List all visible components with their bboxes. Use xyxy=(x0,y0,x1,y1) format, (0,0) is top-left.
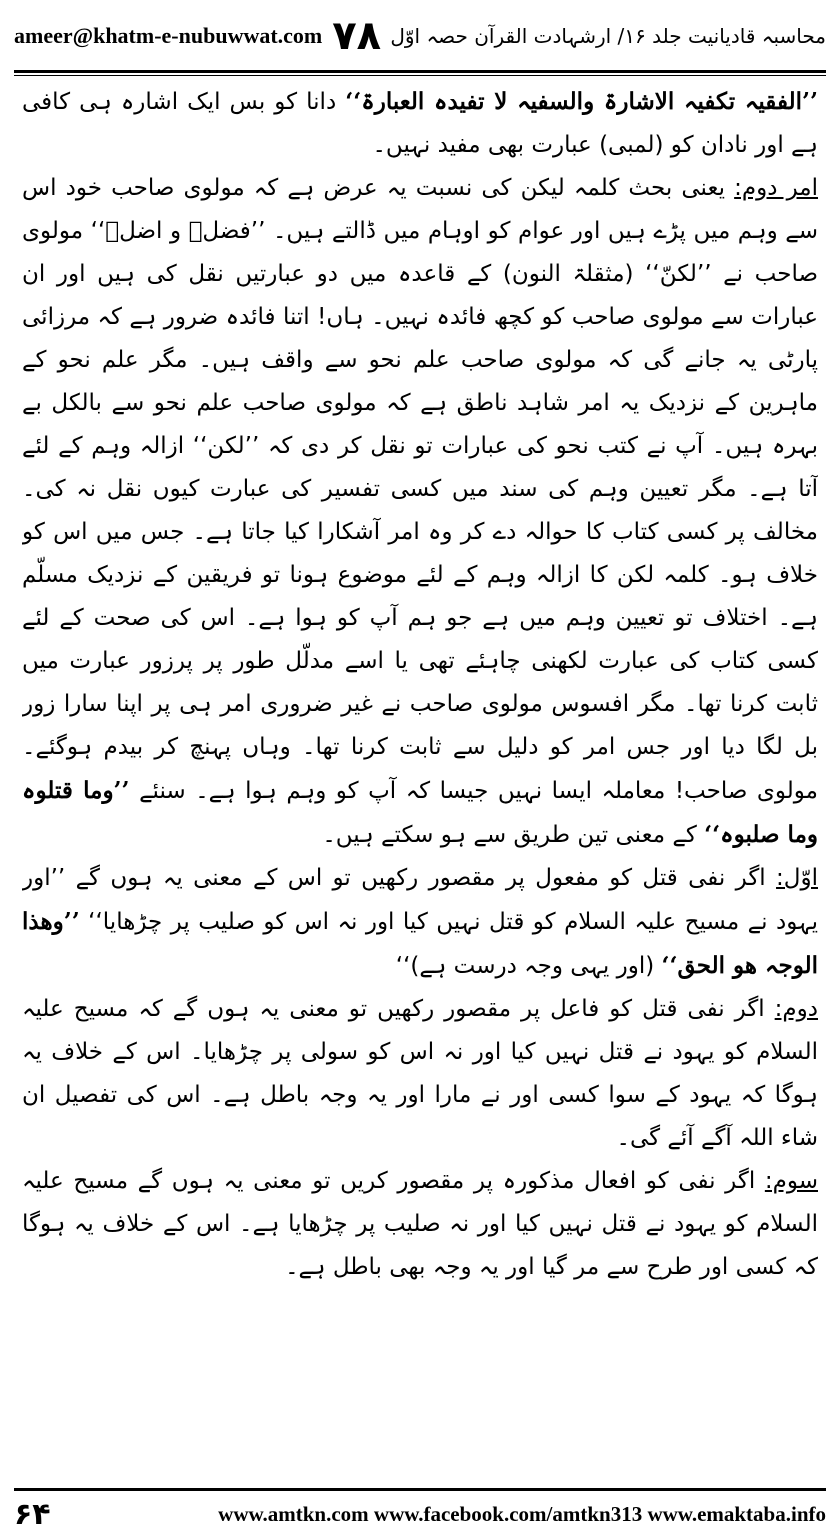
paragraph-2 xyxy=(22,167,818,857)
paragraph-5 xyxy=(22,1160,818,1289)
page-footer xyxy=(14,1494,826,1534)
header-book-title: محاسبہ قادیانیت جلد ۱۶/ ارشہادت القرآن حصہ اوّل xyxy=(390,24,826,48)
section-heading: امر دوم: xyxy=(734,175,818,201)
arabic-quote: ’’الفقیہ تکفیہ الاشارۃ والسفیہ لا تفیدہ العبارۃ‘‘ xyxy=(345,88,818,115)
arabic-quote: ’’وھذا الوجہ ھو الحق‘‘ xyxy=(22,908,818,979)
paragraph-text: اگر نفی کو افعال مذکورہ پر مقصور کریں تو معنی یہ ہوں گے مسیح علیہ السلام کو یہود نے قتل نہیں کیا اور نہ صلیب پر چڑھایا ہے۔ اس کے خلاف یہ ہوگا کہ کسی اور طرح سے مر گیا اور یہ وجہ بھی باطل ہے۔ xyxy=(22,1168,818,1280)
paragraph-text: اگر نفی قتل کو مفعول پر مقصور رکھیں تو اس کے معنی یہ ہوں گے ’’اور یہود نے مسیح علیہ السلام کو قتل نہیں کیا اور نہ اس کو صلیب پر چڑھایا‘‘ xyxy=(22,865,818,935)
footer-divider xyxy=(14,1488,826,1491)
paragraph-text: اگر نفی قتل کو فاعل پر مقصور رکھیں تو معنی یہ ہوں گے کہ مسیح علیہ السلام کو یہود نے قتل نہیں کیا اور نہ اس کو سولی پر چڑھایا۔ اس کے خلاف یہ ہوگا کہ یہود کے سوا کسی اور نے مارا اور یہ وجہ باطل ہے۔ اس کی تفصیل ان شاء اللہ آگے آئے گی۔ xyxy=(22,996,818,1151)
section-heading: اوّل: xyxy=(776,865,818,891)
header-divider xyxy=(14,70,826,73)
paragraph-4 xyxy=(22,988,818,1160)
footer-links: www.amtkn.com www.facebook.com/amtkn313 www.emaktaba.info xyxy=(218,1501,826,1526)
arabic-quote: ’’وما قتلوہ وما صلبوہ‘‘ xyxy=(22,777,818,848)
header-email: ameer@khatm-e-nubuwwat.com xyxy=(14,23,323,48)
header-page-number: ۷۸ xyxy=(332,13,382,59)
section-heading: سوم: xyxy=(764,1168,818,1194)
paragraph-1 xyxy=(22,80,818,167)
section-heading: دوم: xyxy=(774,996,818,1022)
paragraph-text: دانا کو بس ایک اشارہ ہی کافی ہے اور نادان کو (لمبی) عبارت بھی مفید نہیں۔ xyxy=(22,89,818,158)
footer-page-number: ۶۴ xyxy=(14,1496,51,1532)
paragraph-text: یعنی بحث کلمہ لیکن کی نسبت یہ عرض ہے کہ مولوی صاحب خود اس سے وہم میں پڑے ہیں اور عوام کو اوہام میں ڈالتے ہیں۔ ’’فضلؔ و اضلؔ‘‘ مولوی صاحب نے ’’لکنّ‘‘ (مثقلۃ النون) کے قاعدہ میں دو عبارتیں نقل کی ہیں اور ان عبارات سے مولوی صاحب کو کچھ فائدہ نہیں۔ ہاں! اتنا فائدہ ضرور ہے کہ مرزائی پارٹی یہ جانے گی کہ مولوی صاحب علم نحو سے واقف ہیں۔ مگر علم نحو کے ماہرین کے نزدیک یہ امر شاہد ناطق ہے کہ مولوی صاحب علم نحو سے بالکل بے بہرہ ہیں۔ آپ نے کتب نحو کی عبارات تو نقل کر دی کہ ’’لکن‘‘ ازالہ وہم کے لئے آتا ہے۔ مگر تعیین وہم کی سند میں کسی تفسیر کی عبارت کیوں نقل نہ کی۔ مخالف پر کسی کتاب کا حوالہ دے کر وہ امر آشکارا کیا جاتا ہے۔ جس میں اس کو خلاف ہو۔ کلمہ لکن کا ازالہ وہم کے لئے موضوع ہونا تو فریقین کے نزدیک مسلّم ہے۔ اختلاف تو تعیین وہم میں ہے جو ہم آپ کو ہوا ہے۔ اس کی صحت کے لئے کسی کتاب کی عبارت لکھنی چاہئے تھی یا اسے مدلّل طور پر پرزور عبارت میں ثابت کرنا تھا۔ مگر افسوس مولوی صاحب نے غیر ضروری امر ہی پر اپنا سارا زور بل لگا دیا اور جس امر کو دلیل سے ثابت کرنا تھا۔ وہاں پہنچ کر بیدم ہوگئے۔ مولوی صاحب! معاملہ ایسا نہیں جیسا کہ آپ کو وہم ہوا ہے۔ سنئے xyxy=(22,175,818,804)
paragraph-text: (اور یہی وجہ درست ہے)‘‘ xyxy=(395,953,662,979)
page-body xyxy=(22,80,818,1480)
paragraph-text: کے معنی تین طریق سے ہو سکتے ہیں۔ xyxy=(322,822,705,848)
paragraph-3 xyxy=(22,857,818,988)
page-header xyxy=(14,10,826,62)
